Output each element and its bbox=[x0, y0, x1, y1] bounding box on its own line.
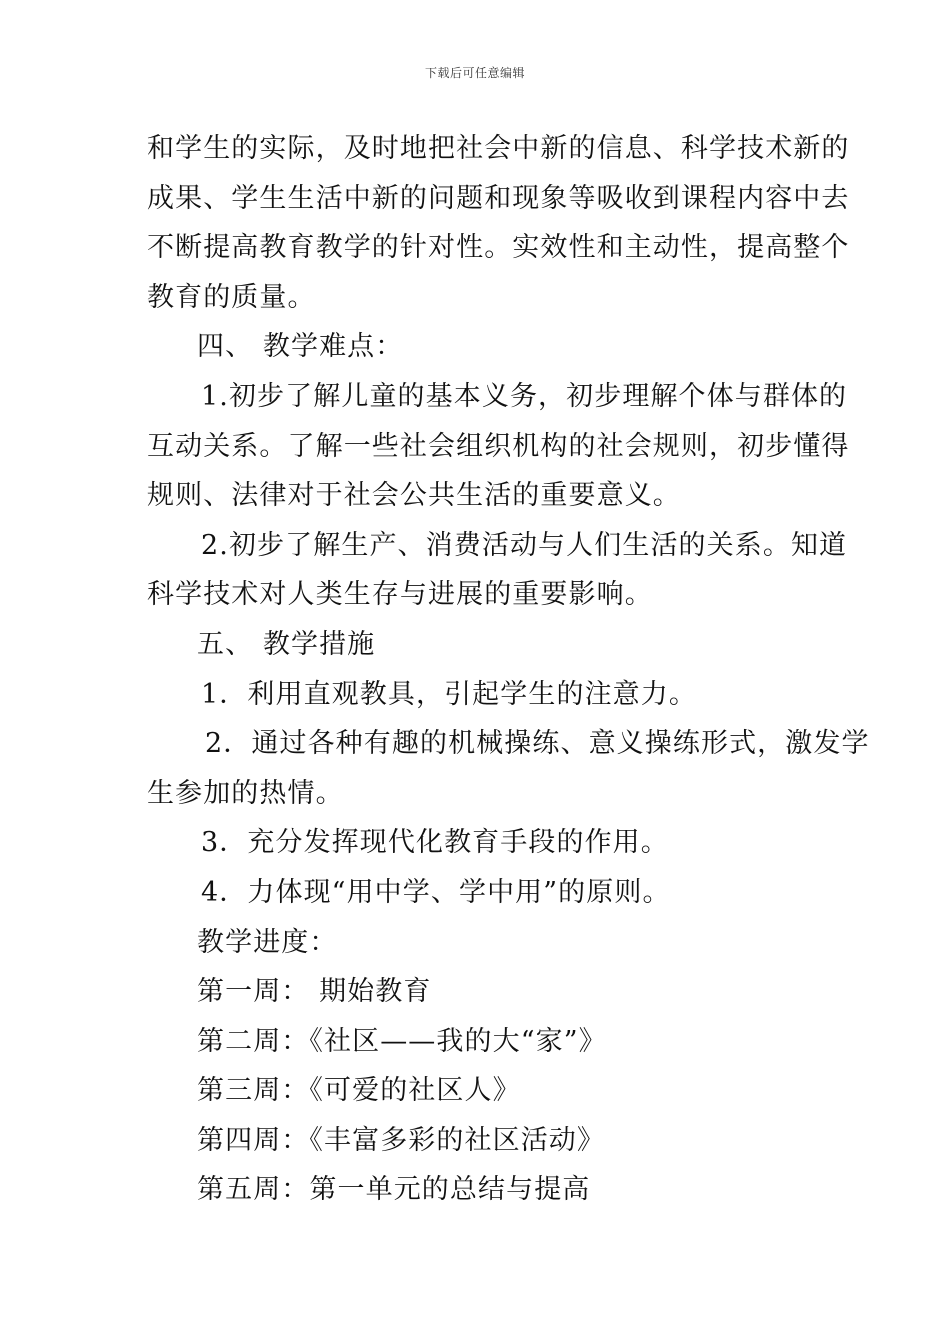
paragraph-line: 规则、法律对于社会公共生活的重要意义。 bbox=[147, 480, 681, 512]
schedule-item: 第一周： 期始教育 bbox=[197, 976, 432, 1008]
list-item: 4．力体现“用中学、学中用”的原则。 bbox=[201, 876, 671, 908]
list-item: 1．利用直观教具，引起学生的注意力。 bbox=[201, 678, 697, 710]
paragraph-line: 不断提高教育教学的针对性。实效性和主动性，提高整个 bbox=[147, 232, 850, 264]
schedule-item: 第四周：《丰富多彩的社区活动》 bbox=[197, 1124, 605, 1156]
section-heading-measures: 五、 教学措施 bbox=[197, 628, 376, 660]
paragraph-line: 成果、学生生活中新的问题和现象等吸收到课程内容中去 bbox=[147, 182, 850, 214]
section-heading-difficulties: 四、 教学难点： bbox=[197, 331, 404, 363]
page-header: 下载后可任意编辑 bbox=[424, 66, 525, 80]
schedule-item: 第五周：第一单元的总结与提高 bbox=[197, 1174, 591, 1206]
paragraph-line: 生参加的热情。 bbox=[147, 777, 344, 809]
document-body bbox=[147, 124, 870, 1215]
paragraph-line: 和学生的实际，及时地把社会中新的信息、科学技术新的 bbox=[147, 133, 850, 164]
list-item: 3．充分发挥现代化教育手段的作用。 bbox=[201, 827, 669, 859]
paragraph-line: 互动关系。了解一些社会组织机构的社会规则，初步懂得 bbox=[147, 430, 850, 462]
paragraph-line: 教育的质量。 bbox=[147, 281, 316, 313]
paragraph-line: 科学技术对人类生存与进展的重要影响。 bbox=[147, 579, 653, 611]
schedule-item: 第二周：《社区——我的大“家”》 bbox=[197, 1025, 607, 1057]
list-item: 1.初步了解儿童的基本义务，初步理解个体与群体的 bbox=[201, 380, 848, 412]
list-item: 2.初步了解生产、消费活动与人们生活的关系。知道 bbox=[201, 529, 848, 561]
schedule-item: 第三周：《可爱的社区人》 bbox=[197, 1075, 521, 1107]
list-item: 2．通过各种有趣的机械操练、意义操练形式，激发学 bbox=[205, 728, 870, 760]
section-heading-schedule: 教学进度： bbox=[197, 926, 338, 958]
